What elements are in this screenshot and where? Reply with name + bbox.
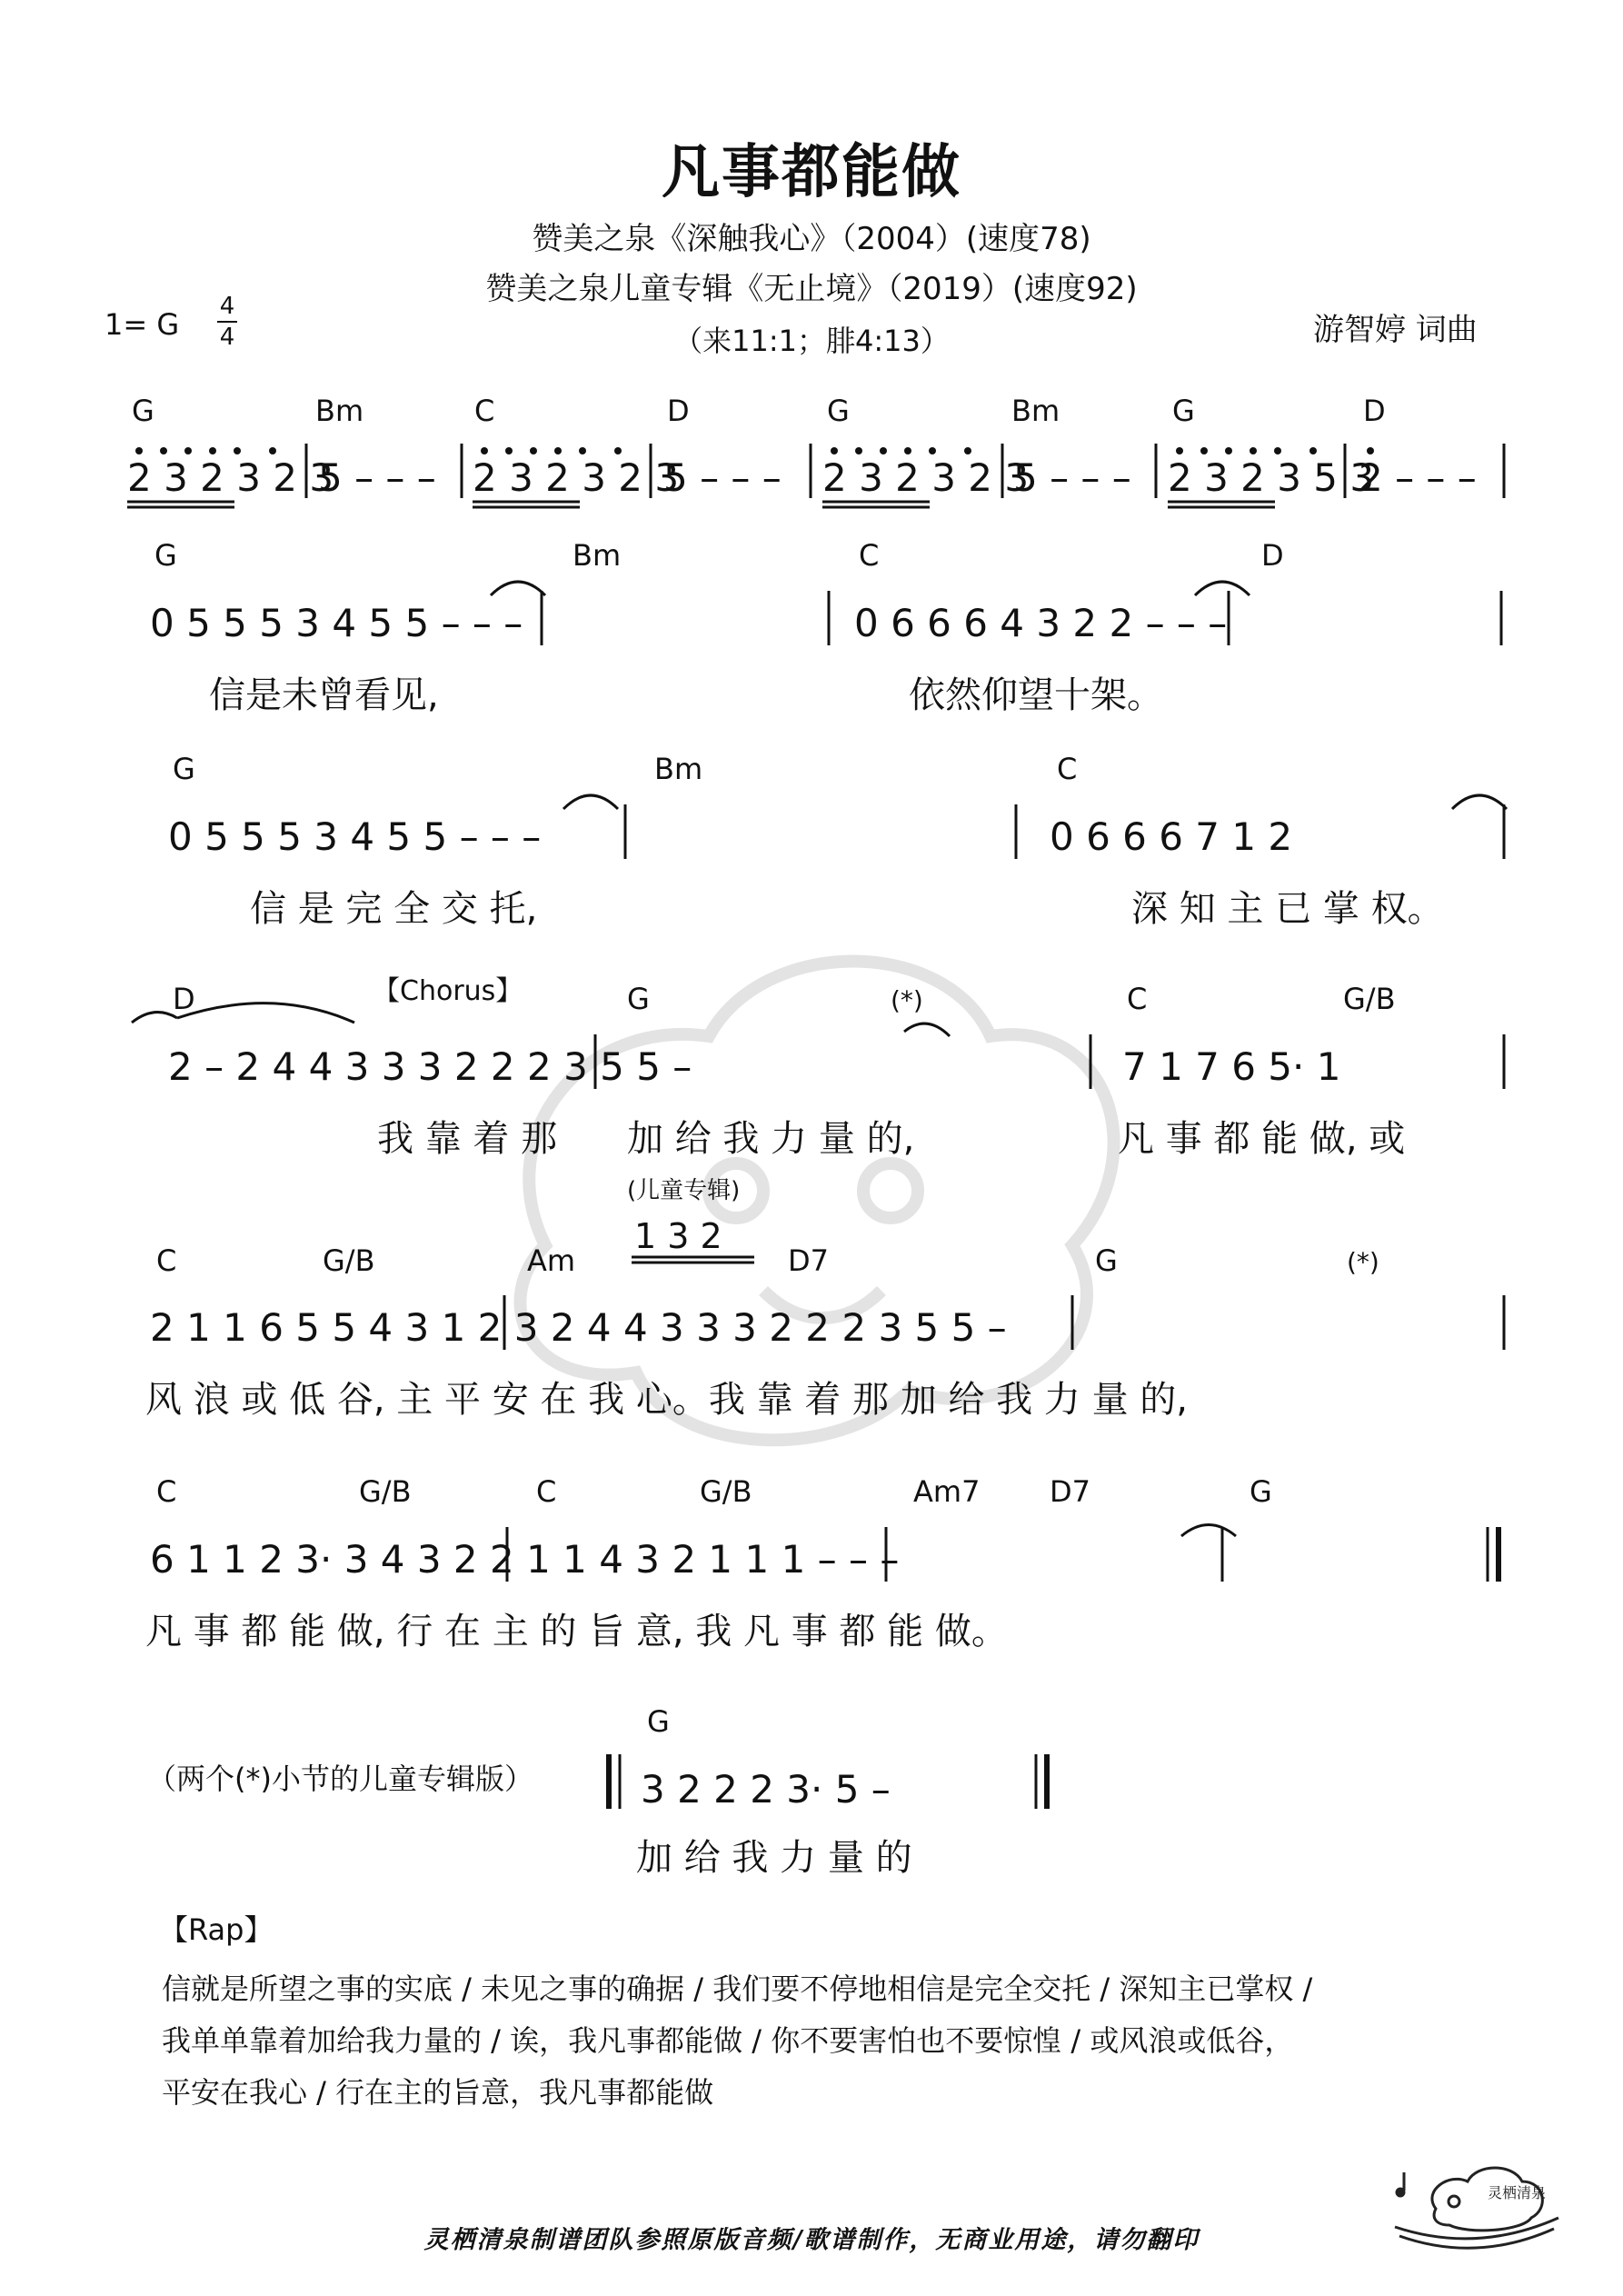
lyric-line: 凡 事 都 能 做, 行 在 主 的 旨 意, 我 凡 事 都 能 做。 bbox=[145, 1611, 1008, 1652]
chord-symbol: Bm bbox=[315, 394, 364, 428]
score-row-1 bbox=[127, 394, 1504, 507]
chord-symbol: Bm bbox=[654, 752, 703, 786]
notes-measure: 5 – – – bbox=[663, 455, 782, 500]
chord-symbol: C bbox=[474, 394, 495, 428]
chord-symbol: Bm bbox=[573, 538, 622, 573]
chord-symbol: G bbox=[827, 394, 850, 428]
chord-symbol: C bbox=[1127, 982, 1148, 1016]
scripture-reference: （来11:1；腓4:13） bbox=[673, 324, 950, 358]
lyric-line: 依然仰望十架。 bbox=[909, 674, 1163, 716]
chord-symbol: G/B bbox=[359, 1474, 412, 1509]
lyric-line: 加 给 我 力 量 的, bbox=[627, 1118, 915, 1160]
chord-symbol: D7 bbox=[1050, 1474, 1090, 1509]
chord-symbol: G/B bbox=[700, 1474, 752, 1509]
notes-measure: 2 – – – bbox=[1359, 455, 1477, 500]
chorus-label: 【Chorus】 bbox=[373, 975, 523, 1007]
time-signature-bottom: 4 bbox=[219, 324, 235, 351]
logo-sheep-icon bbox=[1386, 2154, 1568, 2258]
rap-line: 我单单靠着加给我力量的 / 诶，我凡事都能做 / 你不要害怕也不要惊惶 / 或风浪或低谷， bbox=[162, 2023, 1294, 2058]
key-signature: 1= G bbox=[105, 307, 180, 342]
lyric-line: 凡 事 都 能 做, 或 bbox=[1118, 1118, 1406, 1160]
children-version bbox=[609, 1704, 1047, 1879]
rap-line: 信就是所望之事的实底 / 未见之事的确据 / 我们要不停地相信是完全交托 / 深知主已掌权 / bbox=[162, 1972, 1313, 2006]
notes-measure: 2 3 2 3 2 3 bbox=[822, 455, 1030, 500]
chord-symbol: G bbox=[627, 982, 650, 1016]
chord-symbol: Am bbox=[527, 1243, 576, 1278]
notes-line: 2 1 1 6 5 5 4 3 1 2 3 2 4 4 3 3 3 2 2 2 3 5 5 – bbox=[150, 1305, 1007, 1350]
score-row-3 bbox=[168, 752, 1507, 930]
notes-line: 7 1 7 6 5· 1 bbox=[1122, 1044, 1341, 1089]
chord-symbol: C bbox=[156, 1474, 177, 1509]
notes-line: 6 1 1 2 3· 3 4 3 2 2 1 1 4 3 2 1 1 1 – – – bbox=[150, 1537, 900, 1582]
notes-line: 0 5 5 5 3 4 5 5 – – – bbox=[168, 814, 542, 859]
chord-symbol: C bbox=[1057, 752, 1078, 786]
lyric-line: 信是未曾看见, bbox=[209, 674, 439, 716]
chord-symbol: G bbox=[1095, 1243, 1118, 1278]
lyric-line: 深 知 主 已 掌 权。 bbox=[1131, 888, 1444, 930]
author-credit: 游智婷 词曲 bbox=[1313, 312, 1478, 348]
children-version-label: （两个(*)小节的儿童专辑版） bbox=[147, 1762, 533, 1796]
chord-symbol: Bm bbox=[1011, 394, 1060, 428]
subtitle-album: 赞美之泉《深触我心》（2004）(速度78) bbox=[532, 221, 1091, 257]
lyric-line: 信 是 完 全 交 托, bbox=[250, 888, 538, 930]
notes-line: 0 6 6 6 7 1 2 bbox=[1050, 814, 1293, 859]
subtitle-children-album: 赞美之泉儿童专辑《无止境》（2019）(速度92) bbox=[485, 271, 1138, 307]
chord-symbol: G bbox=[1172, 394, 1195, 428]
chord-symbol: G/B bbox=[1343, 982, 1396, 1016]
notes-measure: 5 – – – bbox=[1013, 455, 1131, 500]
chord-symbol: G/B bbox=[323, 1243, 375, 1278]
rap-line: 平安在我心 / 行在主的旨意，我凡事都能做 bbox=[162, 2075, 714, 2110]
notes-measure: 5 – – – bbox=[318, 455, 436, 500]
chord-symbol: G bbox=[1250, 1474, 1272, 1509]
chord-symbol: D bbox=[1363, 394, 1386, 428]
chord-symbol: C bbox=[859, 538, 880, 573]
chord-symbol: D bbox=[667, 394, 690, 428]
notes-measure: 2 3 2 3 2 3 bbox=[473, 455, 680, 500]
chord-symbol: G bbox=[132, 394, 154, 428]
alt-notes: 1 3 2 bbox=[634, 1216, 722, 1256]
chord-symbol: Am7 bbox=[913, 1474, 981, 1509]
logo-text: 灵栖清泉 bbox=[1488, 2184, 1547, 2201]
notes-measure: 2 3 2 3 2 3 bbox=[127, 455, 334, 500]
chord-symbol: G bbox=[647, 1704, 670, 1739]
chord-symbol: G bbox=[173, 752, 195, 786]
lyric-line: 我 靠 着 那 bbox=[377, 1118, 558, 1160]
score-row-5 bbox=[145, 1177, 1504, 1421]
lyric-line: 加 给 我 力 量 的 bbox=[636, 1837, 912, 1879]
notes-line: 0 5 5 5 3 4 5 5 – – – bbox=[150, 601, 523, 645]
score-row-4 bbox=[132, 975, 1504, 1160]
chord-symbol: D bbox=[173, 982, 195, 1016]
chord-symbol: D bbox=[1261, 538, 1284, 573]
notes-measure: 2 3 2 3 5 3 bbox=[1168, 455, 1375, 500]
repeat-mark: (*) bbox=[1347, 1247, 1379, 1277]
score-row-6 bbox=[145, 1474, 1499, 1652]
chord-symbol: C bbox=[156, 1243, 177, 1278]
repeat-mark: (*) bbox=[891, 985, 923, 1015]
notes-line: 0 6 6 6 4 3 2 2 – – – bbox=[854, 601, 1228, 645]
chord-symbol: C bbox=[536, 1474, 557, 1509]
song-title: 凡事都能做 bbox=[662, 139, 961, 206]
chord-symbol: D7 bbox=[788, 1243, 829, 1278]
notes-line: 2 – 2 4 4 3 3 3 2 2 2 3 5 5 – bbox=[168, 1044, 692, 1089]
notes-line: 3 2 2 2 3· 5 – bbox=[641, 1767, 891, 1812]
children-album-label: (儿童专辑) bbox=[627, 1177, 741, 1204]
lyric-line: 风 浪 或 低 谷, 主 平 安 在 我 心。我 靠 着 那 加 给 我 力 量 的, bbox=[145, 1379, 1189, 1421]
score-row-2 bbox=[150, 538, 1501, 716]
footer-credit: 灵栖清泉制谱团队参照原版音频/歌谱制作，无商业用途，请勿翻印 bbox=[423, 2226, 1200, 2254]
rap-title: 【Rap】 bbox=[159, 1912, 274, 1947]
time-signature-top: 4 bbox=[219, 293, 235, 320]
chord-symbol: G bbox=[154, 538, 177, 573]
